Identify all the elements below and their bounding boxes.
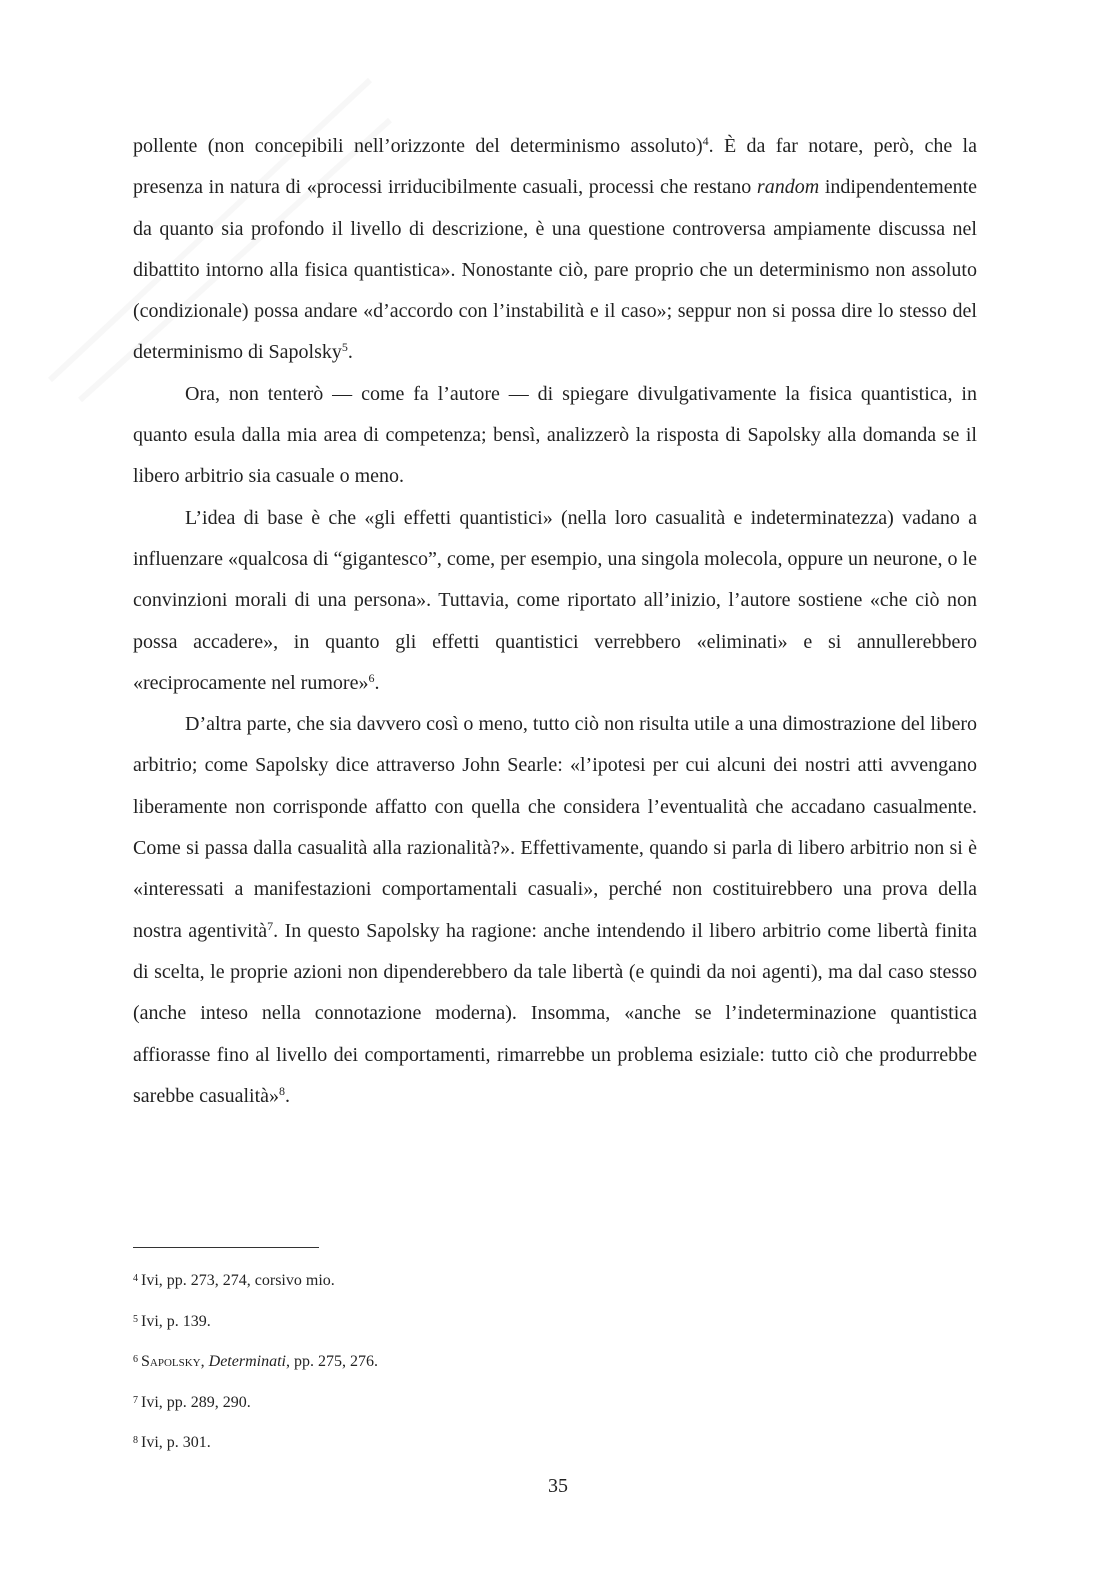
footnote xyxy=(133,1382,977,1423)
text-segment: . In questo Sapolsky ha ragione: anche intendendo il libero arbitrio come libertà finita di scelta, le proprie azioni non dipenderebbero da tale libertà (e quindi da noi agenti), ma dal caso stesso (anche inteso nella connotazione moderna). Insomma, «anche se l’indeterminazione quantistica affiorasse fino al livello dei comportamenti, rimarrebbe un problema esiziale: tutto ciò che produrrebbe sarebbe casualità» xyxy=(133,919,977,1107)
footnote-ref: 4 xyxy=(702,134,709,148)
text-segment: , xyxy=(200,1353,209,1370)
footnote xyxy=(133,1422,977,1463)
footnote-number: 8 xyxy=(133,1435,138,1446)
author-name: Sapolsky xyxy=(141,1353,201,1370)
main-text xyxy=(133,126,977,1117)
text-segment: . xyxy=(285,1084,291,1107)
paragraph xyxy=(133,704,977,1117)
footnote xyxy=(133,1341,977,1382)
footnote-number: 5 xyxy=(133,1313,138,1325)
italic-text: Determinati xyxy=(208,1353,286,1370)
footnote xyxy=(133,1260,977,1301)
text-segment: indipendentemente da quanto sia profondo il livello di descrizione, è una questione controversa ampiamente discussa nel dibattito intorno alla fisica quantistica». Nonostante ciò, pare proprio che un determinismo non assoluto (condizionale) possa andare «d’accordo con l’instabilità e il caso»; seppur non si possa dire lo stesso del determinismo di Sapolsky xyxy=(133,176,977,364)
footnote-ref: 5 xyxy=(341,340,348,355)
text-segment: D’altra parte, che sia davvero così o meno, tutto ciò non risulta utile a una dimostrazione del libero arbitrio; come Sapolsky dice attraverso John Searle: «l’ipotesi per cui alcuni dei nostri atti avvengano liberamente non corrisponde affatto con quella che considera l’eventualità che accadano casualmente. Come si passa dalla casualità alla razionalità?». Effettivamente, quando si parla di libero arbitrio non si è «interessati a manifestazioni comportamentali casuali», perché non costituirebbero una prova della nostra agentività xyxy=(133,713,977,942)
text-segment: . xyxy=(347,341,353,364)
footnote xyxy=(133,1301,977,1342)
text-segment: . È da far notare, però, che la presenza in natura di «processi irriducibilmente casuali, processi che restano xyxy=(133,135,977,199)
footnote-number: 6 xyxy=(133,1354,138,1365)
text-segment: , pp. 275, 276. xyxy=(285,1353,378,1370)
paragraph xyxy=(133,374,977,498)
footnote-number: 4 xyxy=(133,1273,138,1284)
footnote-ref: 6 xyxy=(368,670,375,685)
text-segment: Ivi, p. 301. xyxy=(141,1434,211,1451)
footnote-separator xyxy=(133,1247,319,1248)
page-number: 35 xyxy=(548,1475,568,1497)
text-segment: Ivi, pp. 273, 274, corsivo mio. xyxy=(141,1272,335,1289)
footnote-ref: 8 xyxy=(279,1083,286,1098)
text-segment: Ivi, p. 139. xyxy=(141,1312,211,1330)
text-segment: pollente (non concepibili nell’orizzonte del determinismo assoluto) xyxy=(133,135,703,157)
text-segment: Ora, non tenterò — come fa l’autore — di spiegare divulgativamente la fisica quantistica, in quanto esula dalla mia area di competenza; bensì, analizzerò la risposta di Sapolsky alla domanda se il libero arbitrio sia casuale o meno. xyxy=(133,382,977,488)
paragraph xyxy=(133,126,977,374)
footnote-number: 7 xyxy=(133,1394,138,1406)
footnote-ref: 7 xyxy=(267,918,274,933)
italic-text: random xyxy=(756,176,820,199)
text-segment: . xyxy=(374,671,380,694)
text-segment: L’idea di base è che «gli effetti quantistici» (nella loro casualità e indeterminatezza) vadano a influenzare «qualcosa di “gigantesco”, come, per esempio, una singola molecola, oppure un neurone, o le convinzioni morali di una persona». Tuttavia, come riportato all’inizio, l’autore sostiene «che ciò non possa accadere», in quanto gli effetti quantistici verrebbero «eliminati» e si annullerebbero «reciprocamente nel rumore» xyxy=(133,506,977,694)
footnotes xyxy=(133,1260,977,1463)
text-segment: Ivi, pp. 289, 290. xyxy=(141,1393,251,1411)
paragraph xyxy=(133,498,977,704)
